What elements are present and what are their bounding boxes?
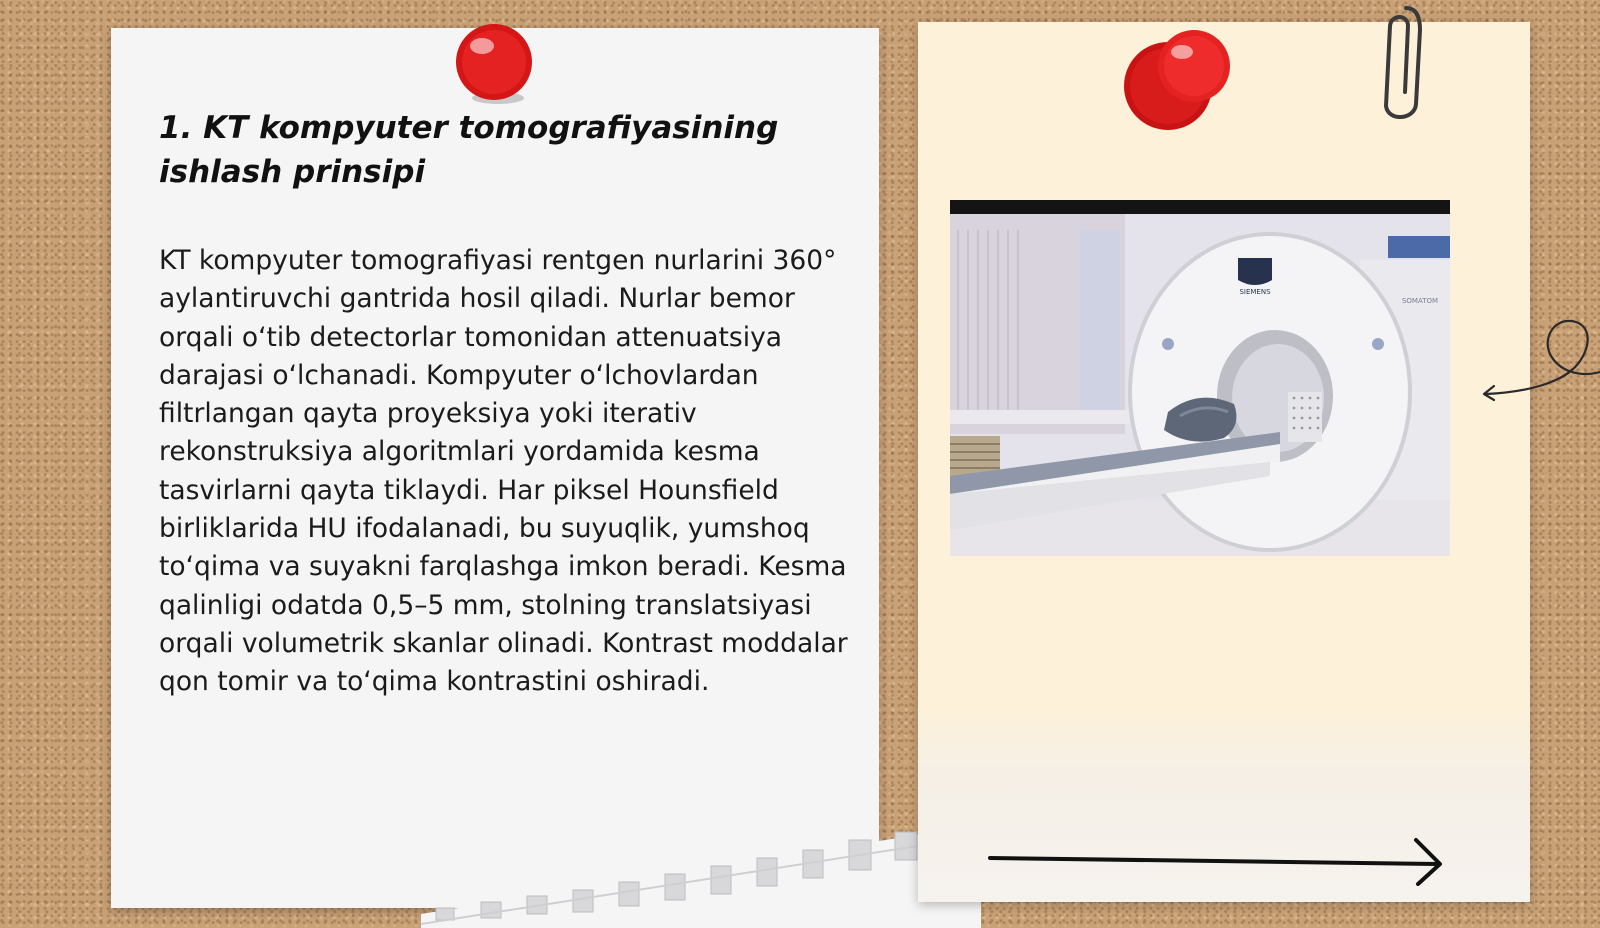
push-pin-icon [452, 20, 542, 108]
push-pin-icon [1120, 28, 1240, 138]
note-body-text: KT kompyuter tomografiyasi rentgen nurlarini 360° aylantiruvchi gantrida hosil qiladi. Nurlar bemor orqali o‘tib detectorlar tomonidan attenuatsiya darajasi o‘lchanadi. Kompyuter o‘lchovlardan filtrlangan qayta proyeksiya yoki iterativ rekonstruksiya algoritmlari yordamida kesma tasvirlarni qayta tiklaydi. Har piksel Hounsfield birliklarida HU ifodalanadi, bu suyuqlik, yumshoq to‘qima va suyakni farqlashga imkon beradi. Kesma qalinligi odatda 0,5–5 mm, stolning translatsiyasi orqali volumetrik skanlar olinadi. Kontrast moddalar qon tomir va to‘qima kontrastini oshiradi. [159, 245, 848, 698]
paperclip-icon [1376, 0, 1426, 130]
scanner-model: SOMATOM [1401, 297, 1439, 305]
ct-scanner-photo [950, 200, 1450, 556]
image-note-card [918, 22, 1530, 902]
text-note-card [111, 28, 879, 908]
torn-paper-strip [421, 818, 981, 928]
right-arrow-icon [988, 836, 1448, 886]
loop-arrow-icon [1480, 310, 1600, 410]
scanner-brand: SIEMENS [1239, 288, 1271, 296]
note-title: 1. KT kompyuter tomografiyasining ishlash prinsipi [159, 110, 779, 190]
